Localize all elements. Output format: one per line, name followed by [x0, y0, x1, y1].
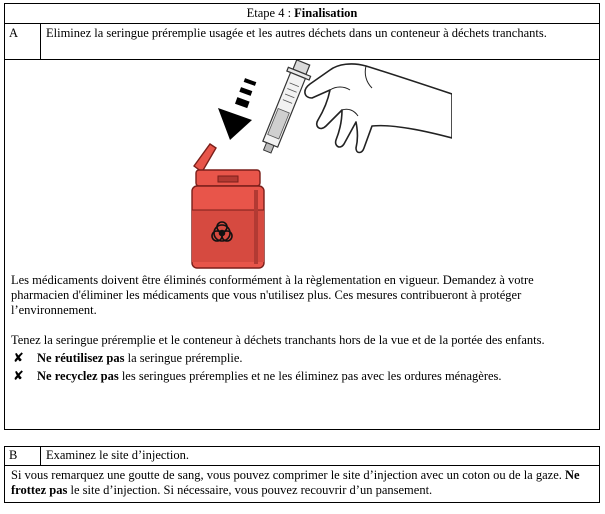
- bullet-bold: Ne recyclez pas: [37, 369, 119, 383]
- step4-header-title: Finalisation: [294, 6, 358, 20]
- step-b-para-bold: Ne frottez pas: [11, 468, 580, 497]
- bullet-no-reuse: [11, 351, 593, 366]
- sharps-container-icon: [192, 144, 264, 268]
- bullet-rest: les seringues préremplies et ne les éliminez pas avec les ordures ménagères.: [118, 369, 502, 383]
- bullet-no-recycle: [11, 369, 593, 384]
- cross-icon: ✘: [13, 369, 24, 384]
- step-b-body: [5, 466, 599, 500]
- step-a-row: [5, 24, 599, 60]
- bullet-text: [37, 351, 243, 366]
- step-b-letter: B: [5, 447, 41, 465]
- step-b-text: Examinez le site d’injection.: [46, 448, 190, 462]
- bullet-rest: la seringue préremplie.: [124, 351, 243, 365]
- disposal-paragraph: Les médicaments doivent être éliminés conformément à la règlementation en vigueur. Demandez à votre pharmacien d'éliminer les médicaments que vous n'utilisez plus. Ces mesures contribueront à protéger l’environnement.: [11, 273, 534, 317]
- step-a-body: [5, 60, 599, 429]
- step4-table: [4, 3, 600, 430]
- step4-header: [5, 4, 599, 24]
- step4-header-prefix: Etape 4 :: [246, 6, 295, 20]
- cross-icon: ✘: [13, 351, 24, 366]
- step-a-letter: A: [5, 24, 41, 59]
- sharps-disposal-illustration: [152, 60, 452, 276]
- step-b-table: [4, 446, 600, 503]
- syringe-icon: [256, 60, 314, 156]
- step-b-para-end: le site d’injection. Si nécessaire, vous pouvez recouvrir d’un pansement.: [67, 483, 433, 497]
- arrow-down-icon: [218, 78, 256, 140]
- step-b-para-start: Si vous remarquez une goutte de sang, vous pouvez comprimer le site d’injection avec un coton ou de la gaze.: [11, 468, 565, 482]
- hand-icon: [305, 64, 452, 153]
- step-b-row: [5, 447, 599, 466]
- bullet-text: [37, 369, 502, 384]
- step-a-text: Eliminez la seringue préremplie usagée et les autres déchets dans un conteneur à déchets tranchants.: [46, 26, 547, 40]
- bullet-bold: Ne réutilisez pas: [37, 351, 125, 365]
- children-paragraph: Tenez la seringue préremplie et le conteneur à déchets tranchants hors de la vue et de la portée des enfants.: [11, 333, 545, 347]
